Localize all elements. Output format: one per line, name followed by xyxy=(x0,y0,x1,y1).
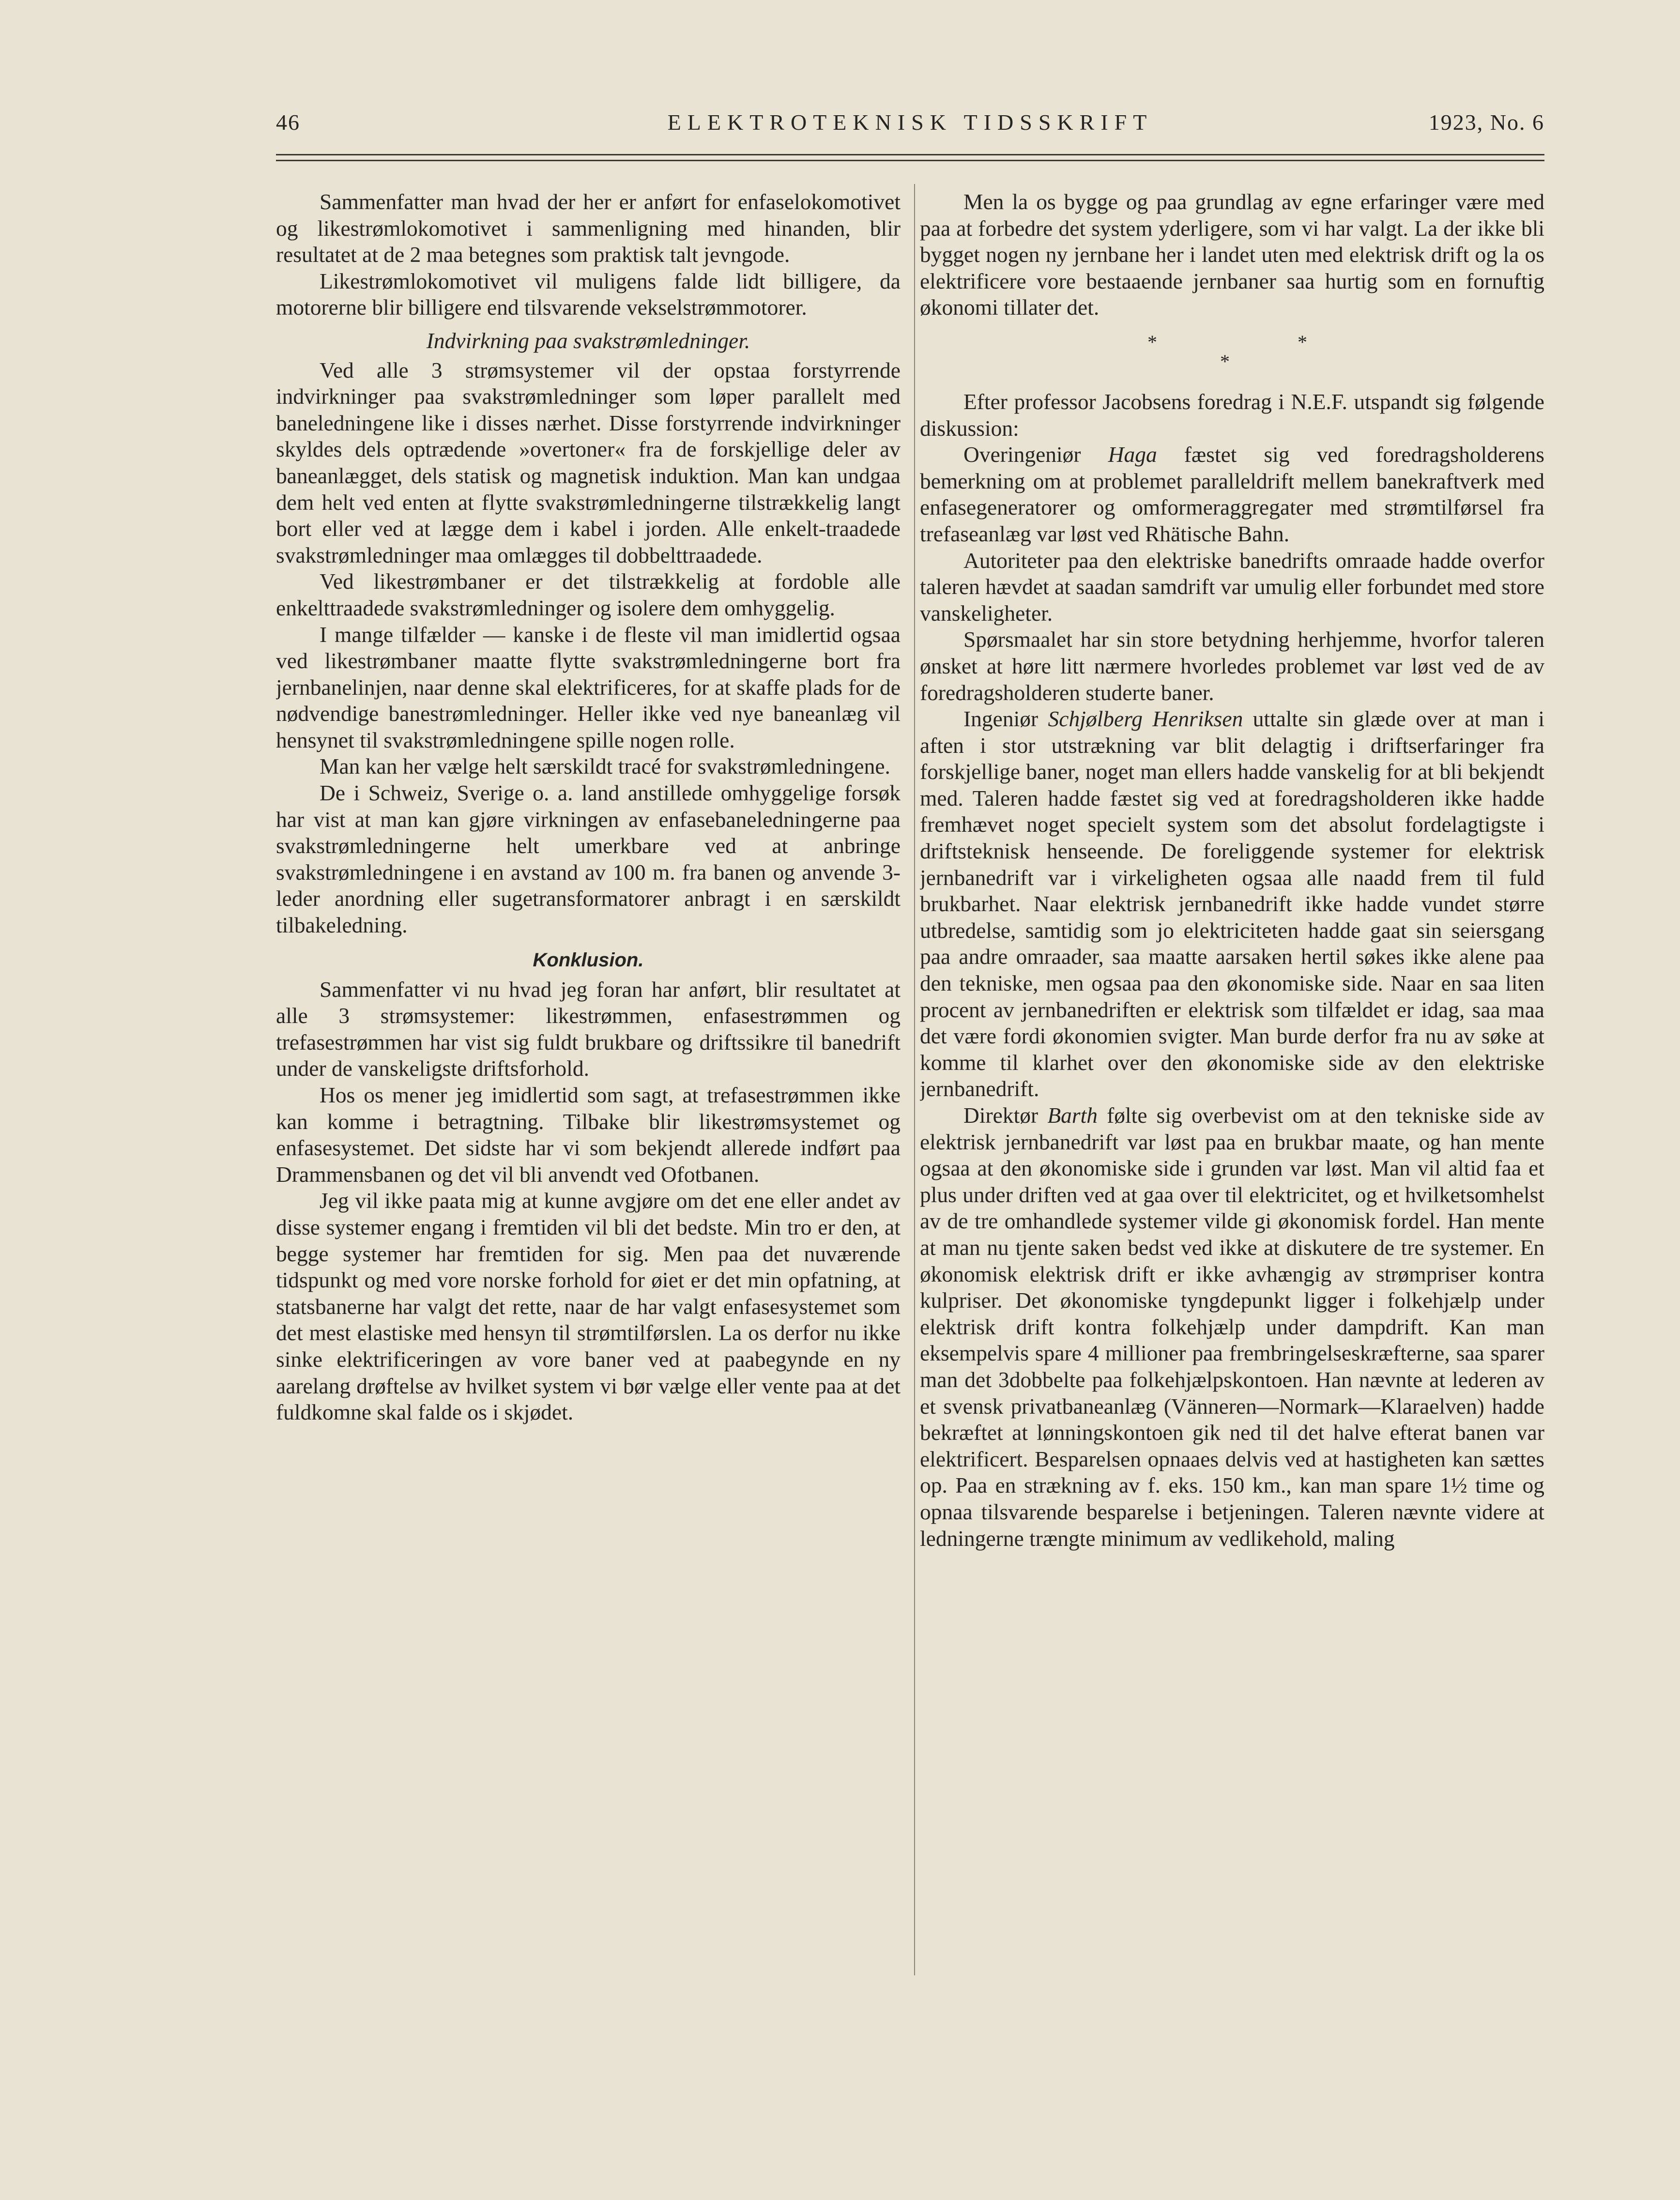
paragraph: Efter professor Jacobsens foredrag i N.E.F. utspandt sig følgende diskussion: xyxy=(920,389,1544,441)
journal-title: ELEKTROTEKNISK TIDSSKRIFT xyxy=(667,110,1153,135)
text-run: følte sig overbevist om at den tekniske side av elektrisk jernbanedrift var løst paa en brukbar maate, og han mente ogsaa at den økonomiske side i grunden var løst. Man vil altid faa et plus under driften ved at gaa over til elektricitet, og et hvilketsomhelst av de tre omhandlede systemer vilde gi økonomisk fordel. Han mente at man nu tjente saken bedst ved ikke at diskutere de tre systemer. En økonomisk elektrisk drift er ikke avhængig av strømpriser kontra kulpriser. Det økonomiske tyngdepunkt ligger i folkehjælp under elektrisk drift kontra folkehjælp under dampdrift. Kan man eksempelvis spare 4 millioner paa frembringelseskræfterne, saa sparer man det 3dobbelte paa folkehjælpskontoen. Han nævnte at lederen av et svensk privatbaneanlæg (Vänneren—Normark—Klaraelven) hadde bekræftet at lønningskontoen gik ned til det halve efterat banen var elektrificert. Besparelsen opnaaes delvis ved at hastigheten kan sættes op. Paa en strækning av f. eks. 150 km., kan man spare 1½ time og opnaa tilsvarende besparelse i betjeningen. Taleren nævnte videre at ledningerne trængte minimum av vedlikehold, maling xyxy=(920,1103,1544,1551)
paragraph: I mange tilfælder — kanske i de fleste vil man imidlertid ogsaa ved likestrømbaner maatte flytte svakstrømledningerne bort fra jernbanelinjen, naar denne skal elektrificeres, for at skaffe plads for de nødvendige banestrømledninger. Heller ikke ved nye baneanlæg vil hensynet til svakstrømledningene spille nogen rolle. xyxy=(276,622,901,752)
paragraph: De i Schweiz, Sverige o. a. land anstillede omhyggelige forsøk har vist at man kan gjøre virkningen av enfasebaneledningerne paa svakstrømledningerne helt umerkbare ved at anbringe svakstrømledningene i en avstand av 100 m. fra banen og anvende 3-leder anordning eller sugetransformatorer anbragt i en særskildt tilbakeledning. xyxy=(276,780,901,938)
section-break-asterisks xyxy=(920,331,1544,374)
paragraph: Men la os bygge og paa grundlag av egne erfaringer være med paa at forbedre det system yderligere, som vi har valgt. La der ikke bli bygget nogen ny jernbane her i landet uten med elektrisk drift og la os elektrificere vore bestaaende jernbaner saa hurtig som en fornuftig økonomi tillater det. xyxy=(920,189,1544,320)
speaker-name: Barth xyxy=(1047,1103,1098,1128)
asterisk: * xyxy=(1298,331,1307,353)
column-divider xyxy=(914,184,915,1975)
right-column xyxy=(920,189,1544,1980)
paragraph: Spørsmaalet har sin store betydning herhjemme, hvorfor taleren ønsket at høre litt nærmere hvorledes problemet var løst ved de av foredragsholderen studerte baner. xyxy=(920,627,1544,705)
paragraph-haga xyxy=(920,442,1544,547)
text-run: uttalte sin glæde over at man i aften i stor utstrækning var blit delagtig i driftserfaringer fra forskjellige baner, noget man ellers hadde vanskelig for at bli bekjendt med. Taleren hadde fæstet sig ved at foredragsholderen ikke hadde fremhævet noget specielt system som det absolut fordelagtigste i driftsteknisk henseende. De foreliggende systemer for elektrisk jernbanedrift var i virkeligheten ogsaa alle naadd frem til fuld brukbarhet. Naar elektrisk jernbanedrift ikke hadde vundet større utbredelse, samtidig som jo elektriciteten hadde gaat sin seiersgang paa andre omraader, saa maatte aarsaken hertil søkes ikke alene paa den tekniske, men ogsaa paa den økonomiske side. Naar en saa liten procent av jernbanedriften er elektrisk som tilfældet er idag, saa maa det være fordi økonomien svigter. Man burde derfor fra nu av søke at komme til klarhet over den økonomiske side av den elektriske jernbanedrift. xyxy=(920,706,1544,1101)
paragraph: Likestrømlokomotivet vil muligens falde lidt billigere, da motorerne blir billigere end tilsvarende vekselstrømmotorer. xyxy=(276,268,901,320)
asterisk: * xyxy=(1147,331,1157,353)
paragraph: Ved likestrømbaner er det tilstrækkelig at fordoble alle enkelttraadede svakstrømledninger og isolere dem omhyggelig. xyxy=(276,569,901,620)
issue-label: 1923, No. 6 xyxy=(1428,110,1544,135)
paragraph-barth xyxy=(920,1102,1544,1552)
paragraph: Sammenfatter man hvad der her er anført for enfaselokomotivet og likestrømlokomotivet i sammenligning med hinanden, blir resultatet at de 2 maa betegnes som praktisk talt jevngode. xyxy=(276,189,901,267)
text-run: fæstet sig ved foredragsholderens bemerkning om at problemet paralleldrift mellem banekraftverk med enfasegeneratorer og omformeraggregater med strømtilførsel fra trefaseanlæg var løst ved Rhätische Bahn. xyxy=(920,442,1544,546)
paragraph: Autoriteter paa den elektriske banedrifts omraade hadde overfor taleren hævdet at saadan samdrift var umulig eller forbundet med store vanskeligheter. xyxy=(920,548,1544,626)
page-number: 46 xyxy=(276,110,300,135)
header-rule-bottom xyxy=(276,160,1544,161)
text-run: Direktør xyxy=(963,1103,1048,1128)
paragraph: Man kan her vælge helt særskildt tracé for svakstrømledningene. xyxy=(320,754,890,779)
section-heading: Indvirkning paa svakstrømledninger. xyxy=(426,328,750,353)
text-run: Ingeniør xyxy=(963,706,1048,732)
running-header xyxy=(276,107,1544,145)
paragraph: Ved alle 3 strømsystemer vil der opstaa forstyrrende indvirkninger paa svakstrømledninger som løper parallelt med baneledningene like i disses nærhet. Disse forstyrrende indvirkninger skyldes dels optrædende »overtoner« fra de forskjellige deler av baneanlægget, dels statisk og magnetisk induktion. Man kan undgaa dem helt ved enten at flytte svakstrømledningerne tilstrækkelig langt bort eller ved at lægge dem i kabel i jorden. Alle enkelt-traadede svakstrømledninger maa omlægges til dobbelttraadede. xyxy=(276,357,901,567)
paragraph: Sammenfatter vi nu hvad jeg foran har anført, blir resultatet at alle 3 strømsystemer: likestrømmen, enfasestrømmen og trefasestrømmen har vist sig fuldt brukbare og driftssikre til banedrift under de vanskeligste driftsforhold. xyxy=(276,977,901,1081)
header-rule-top xyxy=(276,154,1544,155)
speaker-name: Schjølberg Henriksen xyxy=(1048,706,1243,732)
text-run: Overingeniør xyxy=(963,442,1108,467)
paragraph: Jeg vil ikke paata mig at kunne avgjøre om det ene eller andet av disse systemer engang i fremtiden vil bli det bedste. Min tro er den, at begge systemer har fremtiden for sig. Men paa det nuværende tidspunkt og med vore norske forhold for øiet er det min opfatning, at statsbanerne har valgt det rette, naar de har valgt enfasesystemet som det mest elastiske med hensyn til strømtilførslen. La os derfor nu ikke sinke elektrificeringen av vore baner ved at paabegynde en ny aarelang drøftelse av hvilket system vi bør vælge eller vente paa at det fuldkomne skal falde os i skjødet. xyxy=(276,1188,901,1425)
section-heading-conclusion: Konklusion. xyxy=(533,949,644,971)
speaker-name: Haga xyxy=(1108,442,1157,467)
left-column xyxy=(276,189,901,1980)
asterisk: * xyxy=(1220,350,1230,372)
paragraph-henriksen xyxy=(920,706,1544,1102)
paragraph: Hos os mener jeg imidlertid som sagt, at trefasestrømmen ikke kan komme i betragtning. Tilbake blir likestrømsystemet og enfasesystemet. Det sidste har vi som bekjendt allerede indført paa Drammensbanen og det vil bli anvendt ved Ofotbanen. xyxy=(276,1083,901,1187)
